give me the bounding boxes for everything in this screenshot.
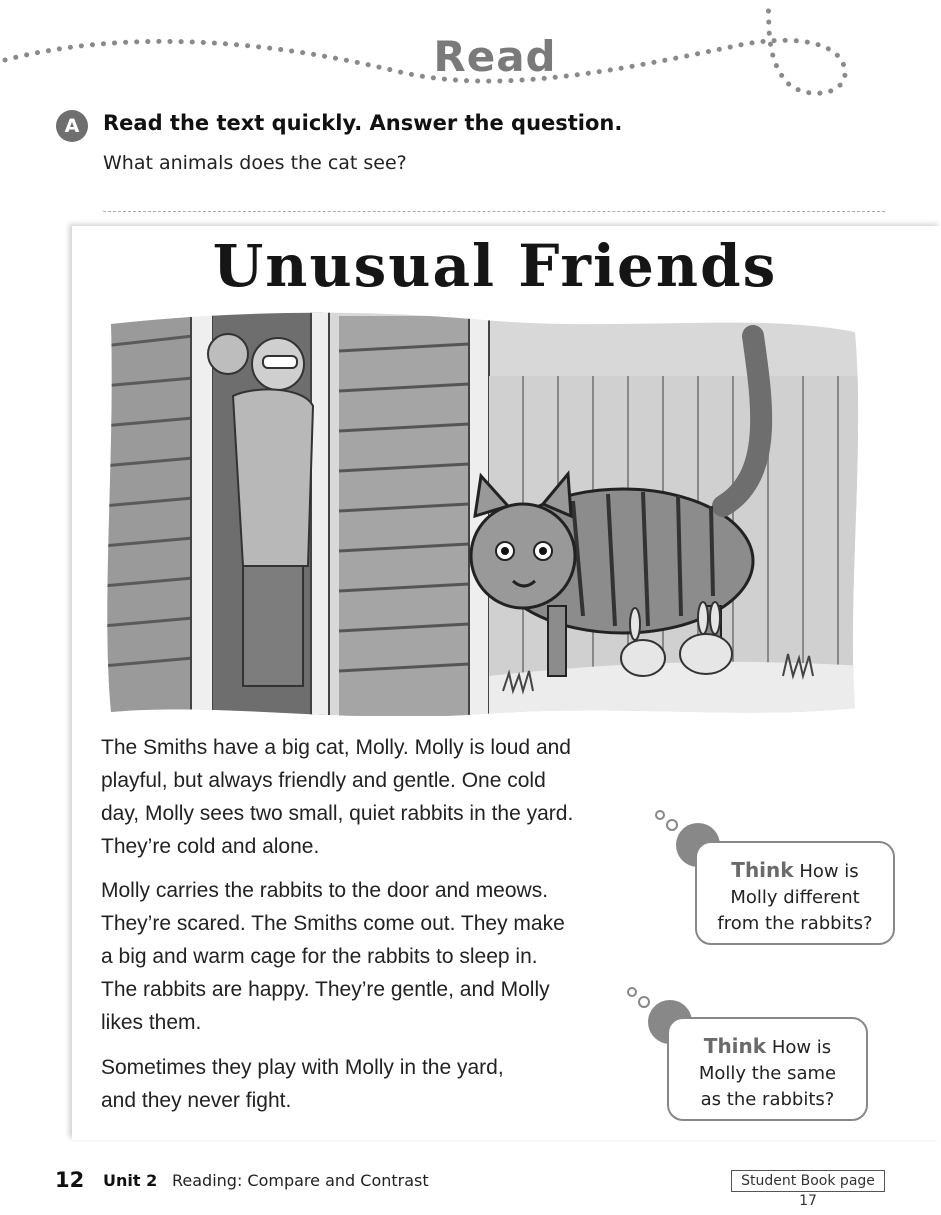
think-question-part: Molly the same bbox=[698, 1063, 837, 1084]
unit-label: Unit 2 bbox=[103, 1171, 158, 1190]
activity-question: What animals does the cat see? bbox=[103, 152, 407, 174]
section-label: Reading: Compare and Contrast bbox=[172, 1171, 429, 1190]
story-title: Unusual Friends bbox=[212, 232, 778, 300]
story-paragraph-2: Molly carries the rabbits to the door and meows. They’re scared. The Smiths come out. They make a big and warm cage for the rabbits to sleep in. The rabbits are happy. They’re gentle, and Molly likes them. bbox=[101, 879, 565, 1034]
think-bubble-2 bbox=[667, 1017, 868, 1121]
think-question-part: as the rabbits? bbox=[700, 1089, 835, 1110]
section-title: Read bbox=[433, 32, 557, 81]
think-question-part: from the rabbits? bbox=[717, 913, 873, 934]
think-bubble-1 bbox=[695, 841, 895, 945]
think-keyword: Think bbox=[703, 1034, 767, 1058]
story-paragraph-1: The Smiths have a big cat, Molly. Molly is loud and playful, but always friendly and gentle. One cold day, Molly sees two small, quiet rabbits in the yard. They’re cold and alone. bbox=[101, 736, 574, 858]
think-question-part: How is bbox=[799, 861, 859, 882]
story-illustration bbox=[103, 306, 863, 716]
activity-badge: A bbox=[56, 110, 88, 142]
story-paragraph-3: Sometimes they play with Molly in the yard, and they never fight. bbox=[101, 1056, 504, 1112]
think-question-part: How is bbox=[771, 1037, 832, 1058]
think-question-part: Molly different bbox=[730, 887, 860, 908]
activity-instruction: Read the text quickly. Answer the question. bbox=[103, 111, 623, 135]
think-keyword: Think bbox=[731, 858, 794, 882]
student-book-reference: Student Book page 17 bbox=[731, 1170, 885, 1192]
page-number: 12 bbox=[55, 1168, 85, 1192]
answer-line[interactable] bbox=[103, 211, 885, 212]
